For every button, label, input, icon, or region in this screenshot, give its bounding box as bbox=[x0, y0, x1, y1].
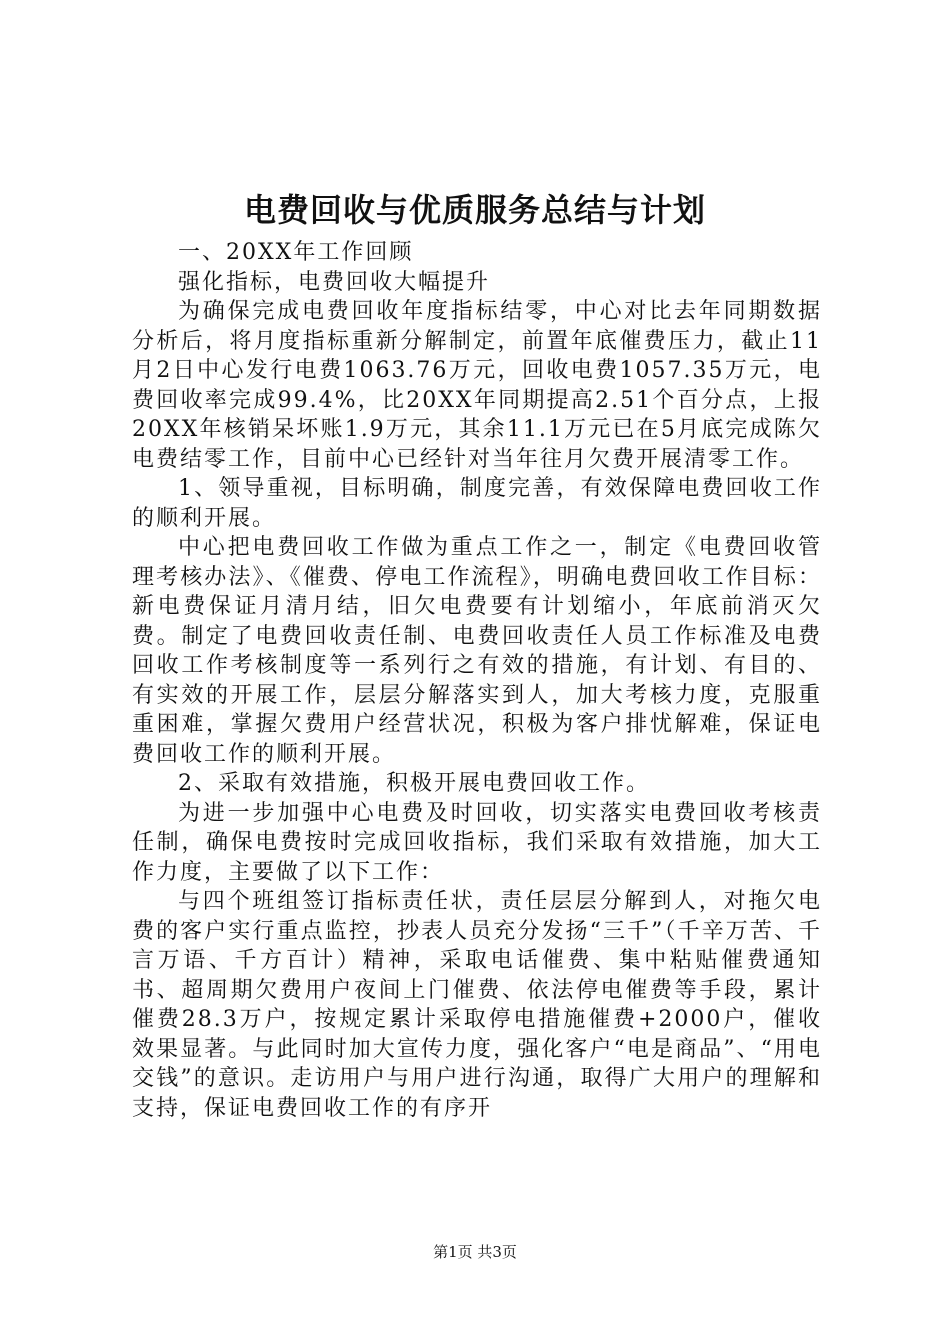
numbered-heading: 1、领导重视，目标明确，制度完善，有效保障电费回收工作的顺利开展。 bbox=[132, 476, 822, 531]
body-paragraph: 中心把电费回收工作做为重点工作之一，制定《电费回收管理考核办法》、《催费、停电工作流程》，明确电费回收工作目标：新电费保证月清月结，旧欠电费要有计划缩小，年底前消灭欠费。制定了电费回收责任制、电费回收责任人员工作标准及电费回收工作考核制度等一系列行之有效的措施，有计划、有目的、有实效的开展工作，层层分解落实到人，加大考核力度，克服重重困难，掌握欠费用户经营状况，积极为客户排忧解难，保证电费回收工作的顺利开展。 bbox=[132, 535, 822, 767]
body-paragraph: 为进一步加强中心电费及时回收，切实落实电费回收考核责任制，确保电费按时完成回收指标，我们采取有效措施，加大工作力度，主要做了以下工作： bbox=[132, 800, 822, 885]
body-paragraph: 为确保完成电费回收年度指标结零，中心对比去年同期数据分析后，将月度指标重新分解制定，前置年底催费压力，截止11月2日中心发行电费1063.76万元，回收电费1057.35万元，电费回收率完成99.4%，比20XX年同期提高2.51个百分点，上报20XX年核销呆坏账1.9万元，其余11.1万元已在5月底完成陈欠电费结零工作，目前中心已经针对当年往月欠费开展清零工作。 bbox=[132, 299, 822, 472]
section-heading: 一、20XX年工作回顾 bbox=[178, 240, 414, 265]
page-footer: 第1页 共3页 bbox=[433, 1243, 517, 1261]
numbered-heading: 2、采取有效措施，积极开展电费回收工作。 bbox=[178, 771, 650, 796]
document-title: 电费回收与优质服务总结与计划 bbox=[243, 191, 706, 229]
document-body bbox=[132, 238, 822, 1123]
body-paragraph: 与四个班组签订指标责任状，责任层层分解到人，对拖欠电费的客户实行重点监控，抄表人员充分发扬“三千”（千辛万苦、千言万语、千方百计）精神，采取电话催费、集中粘贴催费通知书、超周期欠费用户夜间上门催费、依法停电催费等手段，累计催费28.3万户，按规定累计采取停电措施催费+2000户，催收效果显著。与此同时加大宣传力度，强化客户“电是商品”、“用电交钱”的意识。走访用户与用户进行沟通，取得广大用户的理解和支持，保证电费回收工作的有序开 bbox=[132, 889, 822, 1121]
subsection-heading: 强化指标，电费回收大幅提升 bbox=[178, 269, 491, 295]
